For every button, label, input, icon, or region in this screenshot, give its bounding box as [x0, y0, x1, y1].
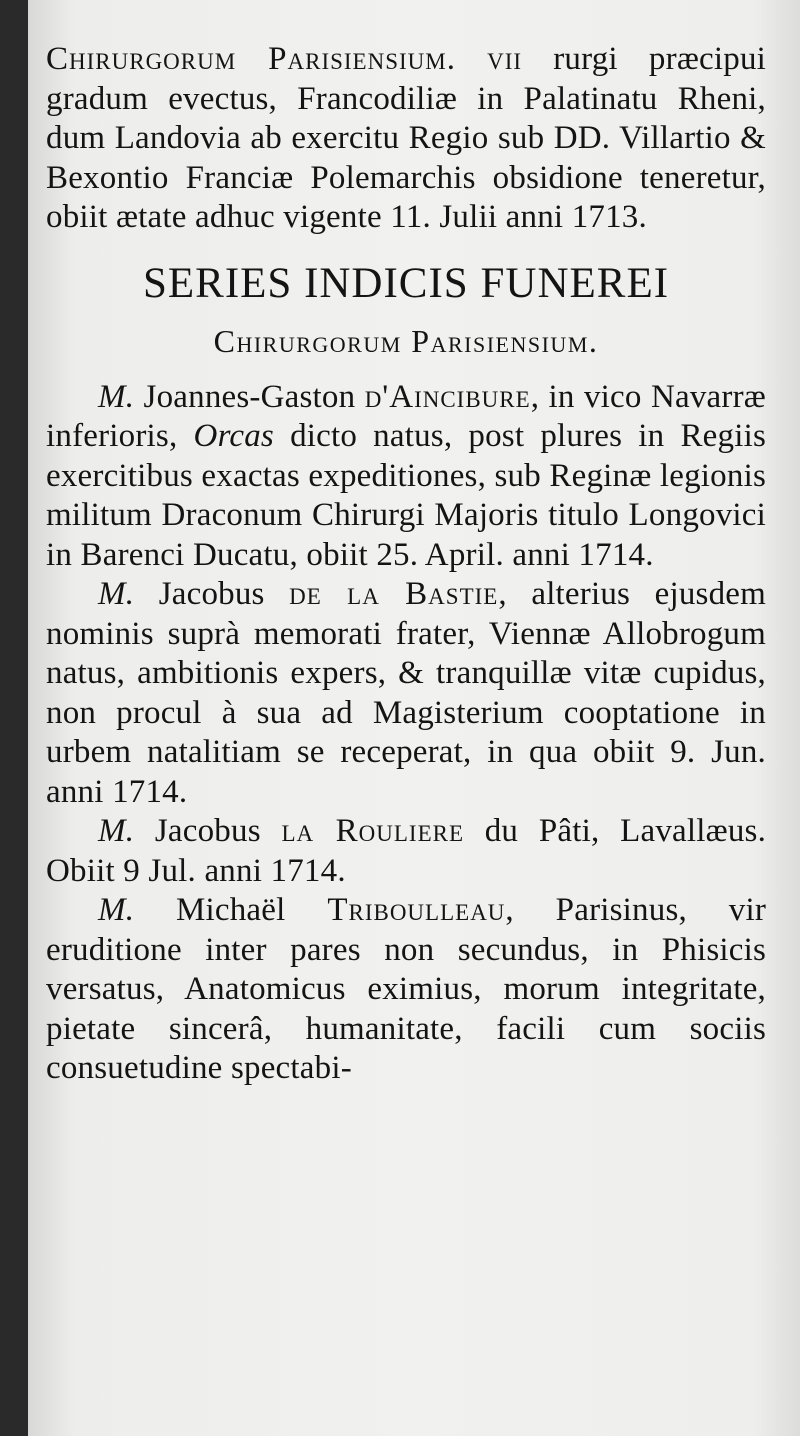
section-subtitle: Chirurgorum Parisiensium. [213, 322, 599, 359]
obituary-entry [46, 575, 766, 812]
folio-number: vii [487, 41, 523, 77]
magister-mark: M. [98, 892, 135, 928]
surname: de la Bastie [289, 576, 499, 612]
given-name: Joannes-Gaston [143, 378, 356, 415]
obituary-entry [46, 378, 766, 576]
entry-text: du Pâti, Lavallæus. Obiit 9 Jul. anni 1714. [46, 813, 767, 889]
magister-mark: M. [98, 378, 135, 415]
obituary-entry [46, 812, 766, 891]
book-page [28, 0, 800, 1436]
page-text-block [46, 40, 766, 1089]
given-name: Jacobus [158, 576, 265, 612]
entry-text: , alterius ejusdem nominis suprà memorati frater, Viennæ Allobrogum natus, ambitionis expers, & tranquillæ vitæ cupidus, non procul à sua ad Magisterium cooptatione in urbem natalitiam se receperat, in qua obiit 9. Jun. anni 1714. [46, 576, 766, 810]
continuation-text: rurgi præcipui gradum evectus, Francodiliæ in Palatinatu Rheni, dum Landovia ab exercitu Regio sub DD. Villartio & Bexontio Franciæ Polemarchis obsidione teneretur, obiit ætate adhuc vigente 11. Julii anni 1713. [46, 41, 767, 235]
running-head: Chirurgorum Parisiensium. [46, 41, 456, 77]
running-head-paragraph [46, 40, 766, 238]
entry-text-start: , in vico Navarræ inferioris, [46, 378, 766, 454]
magister-mark: M. [98, 576, 135, 612]
surname: d'Aincibure [364, 378, 531, 415]
section-title: SERIES INDICIS FUNEREI [142, 259, 670, 307]
magister-mark: M. [98, 813, 135, 849]
entry-text: dicto natus, post plures in Regiis exercitibus exactas expeditiones, sub Reginæ legionis militum Draconum Chirurgi Majoris titulo Longovici in Barenci Ducatu, obiit 25. April. anni 1714. [46, 418, 766, 573]
entry-text: , Parisinus, vir eruditione inter pares non secundus, in Phisicis versatus, Anatomicus eximius, morum integritate, pietate sincerâ, humanitate, facili cum sociis consuetudine spectabi- [46, 892, 767, 1086]
surname: la Rouliere [281, 813, 465, 849]
given-name: Jacobus [154, 813, 261, 849]
given-name: Michaël [175, 892, 286, 928]
obituary-entry [46, 891, 766, 1089]
place-name: Orcas [193, 418, 274, 454]
surname: Triboulleau [327, 892, 506, 928]
